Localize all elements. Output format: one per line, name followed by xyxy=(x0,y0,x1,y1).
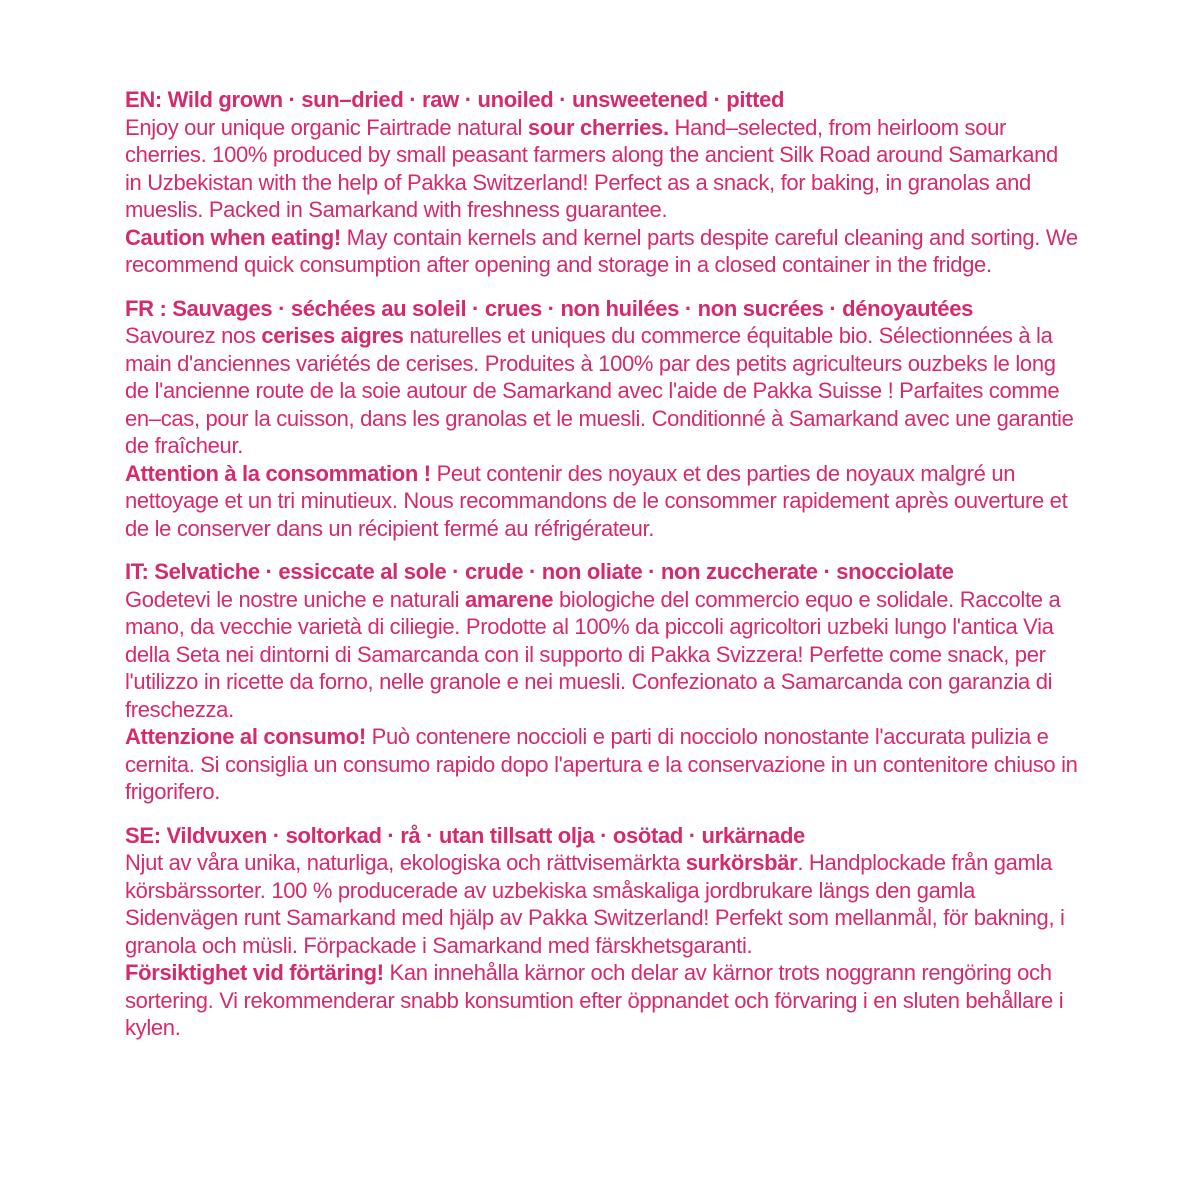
section-fr-body: Savourez nos cerises aigres naturelles et uniques du commerce équitable bio. Sélectionnées à la main d'anciennes variétés de cerises. Produites à 100% par des petits agriculteurs ouzbeks le long de l'ancienne route de la soie autour de Samarkand avec l'aide de Pakka Suisse ! Parfaites comme en–cas, pour la cuisson, dans les granolas et le muesli. Conditionné à Samarkand avec une garantie de fraîcheur. xyxy=(125,323,1074,458)
section-fr xyxy=(125,295,1080,543)
section-se xyxy=(125,822,1080,1042)
section-fr-caution: Attention à la consommation ! Peut contenir des noyaux et des parties de noyaux malgré un nettoyage et un tri minutieux. Nous recommandons de le consommer rapidement après ouverture et de le conserver dans un récipient fermé au réfrigérateur. xyxy=(125,460,1068,541)
section-en-body: Enjoy our unique organic Fairtrade natural sour cherries. Hand–selected, from heirloom sour cherries. 100% produced by small peasant farmers along the ancient Silk Road around Samarkand in Uzbekistan with the help of Pakka Switzerland! Perfect as a snack, for baking, in granolas and mueslis. Packed in Samarkand with freshness guarantee. xyxy=(125,114,1058,222)
section-en-heading: EN: Wild grown · sun–dried · raw · unoiled · unsweetened · pitted xyxy=(125,87,785,112)
section-it-caution: Attenzione al consumo! Può contenere noccioli e parti di nocciolo nonostante l'accurata pulizia e cernita. Si consiglia un consumo rapido dopo l'apertura e la conservazione in un contenitore chiuso in frigorifero. xyxy=(125,724,1078,804)
section-it-heading: IT: Selvatiche · essiccate al sole · crude · non oliate · non zuccherate · snocciolate xyxy=(125,559,954,584)
section-se-body: Njut av våra unika, naturliga, ekologiska och rättvisemärkta surkörsbär. Handplockade från gamla körsbärssorter. 100 % producerade av uzbekiska småskaliga jordbrukare längs den gamla Sidenvägen runt Samarkand med hjälp av Pakka Switzerland! Perfekt som mellanmål, för bakning, i granola och müsli. Förpackade i Samarkand med färskhetsgaranti. xyxy=(125,850,1065,958)
section-it xyxy=(125,558,1080,806)
section-se-heading: SE: Vildvuxen · soltorkad · rå · utan tillsatt olja · osötad · urkärnade xyxy=(125,822,805,848)
section-se-caution: Försiktighet vid förtäring! Kan innehålla kärnor och delar av kärnor trots noggrann rengöring och sortering. Vi rekommenderar snabb konsumtion efter öppnandet och förvaring i en sluten behållare i kylen. xyxy=(125,960,1064,1040)
section-en xyxy=(125,86,1080,279)
section-en-caution: Caution when eating! May contain kernels and kernel parts despite careful cleaning and sorting. We recommend quick consumption after opening and storage in a closed container in the fridge. xyxy=(125,224,1078,277)
section-it-body: Godetevi le nostre uniche e naturali amarene biologiche del commercio equo e solidale. Raccolte a mano, da vecchie varietà di ciliegie. Prodotte al 100% da piccoli agricoltori uzbeki lungo l'antica Via della Seta nei dintorni di Samarcanda con il supporto di Pakka Svizzera! Perfette come snack, per l'utilizzo in ricette da forno, nelle granole e nei muesli. Confezionato a Samarcanda con garanzia di freschezza. xyxy=(125,586,1061,722)
section-fr-heading: FR : Sauvages · séchées au soleil · crues · non huilées · non sucrées · dénoyautées xyxy=(125,295,974,321)
